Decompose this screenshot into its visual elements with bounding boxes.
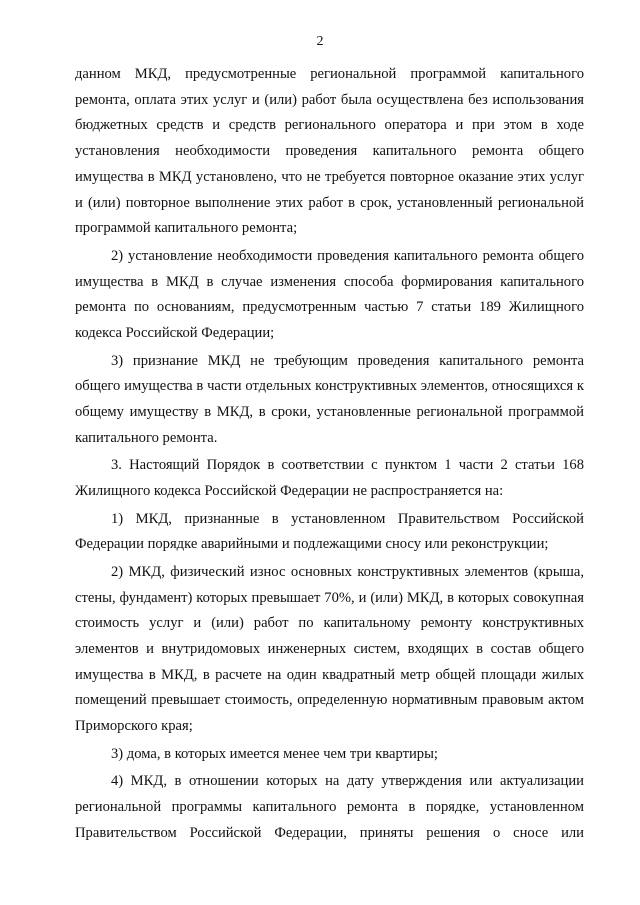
document-body [75,62,584,848]
paragraph-item-3: 3) признание МКД не требующим проведения капитального ремонта общего имущества в части отдельных конструктивных элементов, относящихся к общему имуществу в МКД, в сроки, установленные региональной программой капитального ремонта. [75,352,584,446]
page-number: 2 [316,34,324,49]
paragraph-subitem-3: 3) дома, в которых имеется менее чем три квартиры; [111,745,438,762]
paragraph-section-3: 3. Настоящий Порядок в соответствии с пунктом 1 части 2 статьи 168 Жилищного кодекса Российской Федерации не распространяется на: [75,457,584,499]
paragraph-continuation: данном МКД, предусмотренные региональной программой капитального ремонта, оплата этих услуг и (или) работ была осуществлена без использования бюджетных средств и средств регионального оператора и при этом в ходе установления необходимости проведения капитального ремонта общего имущества в МКД установлено, что не требуется повторное оказание этих услуг и (или) повторное выполнение этих работ в срок, установленный региональной программой капитального ремонта; [75,66,584,237]
paragraph-subitem-2: 2) МКД, физический износ основных конструктивных элементов (крыша, стены, фундамент) которых превышает 70%, и (или) МКД, в которых совокупная стоимость услуг и (или) работ по капитальному ремонту конструктивных элементов и внутридомовых инженерных систем, входящих в состав общего имущества в МКД, в расчете на один квадратный метр общей площади жилых помещений превышает стоимость, определенную нормативным правовым актом Приморского края; [75,563,584,735]
paragraph-subitem-4: 4) МКД, в отношении которых на дату утверждения или актуализации региональной программы капитального ремонта в порядке, установленном Правительством Российской Федерации, приняты решения о сносе или [75,773,584,841]
paragraph-subitem-1: 1) МКД, признанные в установленном Правительством Российской Федерации порядке аварийными и подлежащими сносу или реконструкции; [75,510,584,553]
paragraph-item-2: 2) установление необходимости проведения капитального ремонта общего имущества в МКД в случае изменения способа формирования капитального ремонта по основаниям, предусмотренным частью 7 статьи 189 Жилищного кодекса Российской Федерации; [75,247,584,341]
